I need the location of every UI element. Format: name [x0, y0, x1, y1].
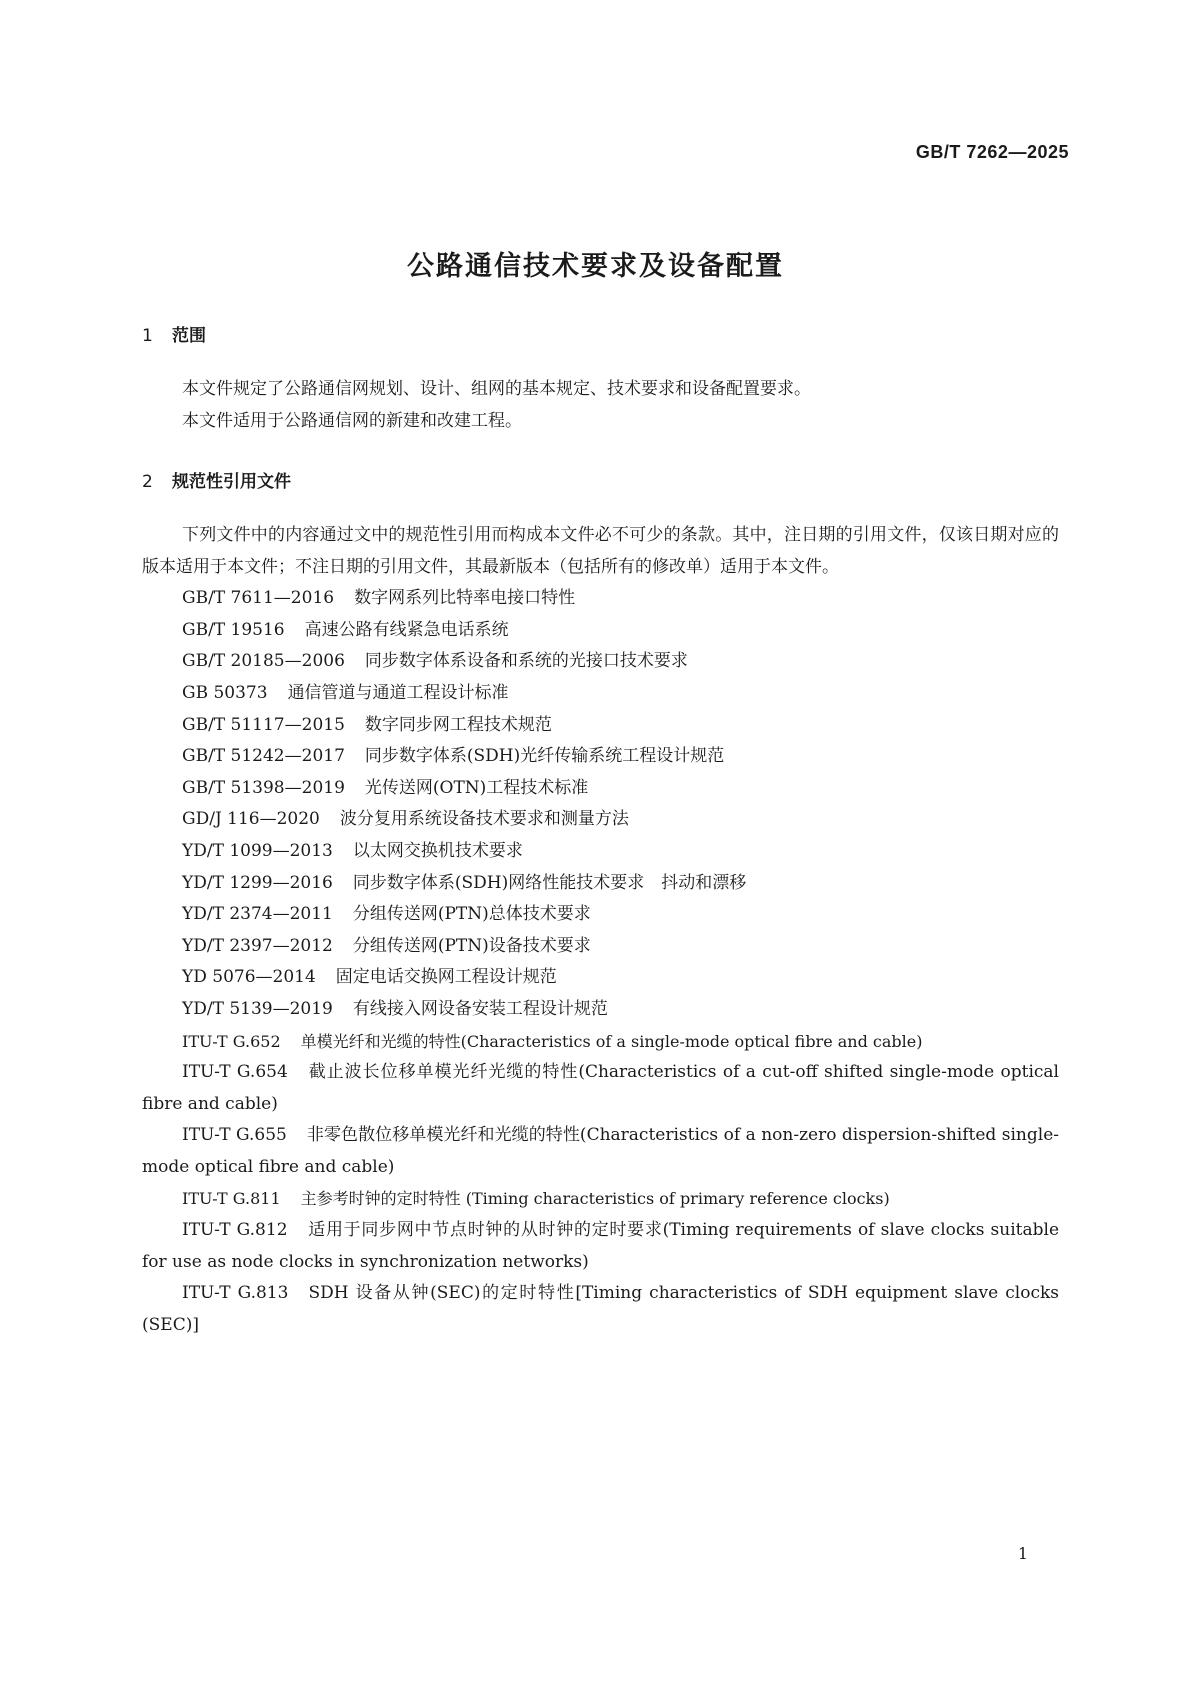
reference-code: YD/T 1299—2016	[182, 872, 333, 893]
reference-title: 非零色散位移单模光纤和光缆的特性(Characteristics of a non-zero dispersion-shifted single-mode optical fibre and cable)	[142, 1125, 1059, 1177]
reference-item	[142, 994, 1059, 1026]
reference-title: 分组传送网(PTN)总体技术要求	[352, 904, 591, 925]
reference-title: 以太网交换机技术要求	[352, 840, 523, 861]
reference-title: 数字同步网工程技术规范	[364, 714, 552, 735]
reference-code: GB/T 20185—2006	[182, 651, 345, 672]
reference-code: YD/T 5139—2019	[182, 998, 333, 1019]
reference-code: GB 50373	[182, 682, 268, 703]
reference-item	[142, 962, 1059, 994]
reference-code: ITU-T G.652	[182, 1031, 281, 1051]
reference-code: ITU-T G.654	[182, 1062, 288, 1083]
reference-code: GB/T 51117—2015	[182, 714, 345, 735]
reference-item	[142, 615, 1059, 647]
reference-item	[142, 804, 1059, 836]
reference-item	[142, 678, 1059, 710]
reference-item	[142, 868, 1059, 900]
reference-code: GB/T 19516	[182, 619, 285, 640]
reference-code: GB/T 51398—2019	[182, 777, 345, 798]
reference-code: YD/T 1099—2013	[182, 840, 333, 861]
section-2-number: 2	[142, 472, 153, 492]
reference-title: 主参考时钟的定时特性 (Timing characteristics of primary reference clocks)	[300, 1189, 890, 1209]
reference-code: YD/T 2397—2012	[182, 935, 333, 956]
reference-item	[142, 1026, 1059, 1058]
reference-item	[142, 836, 1059, 868]
reference-item	[142, 646, 1059, 678]
page-number: 1	[1017, 1544, 1028, 1563]
section-1-body	[142, 374, 1059, 437]
section-1-heading	[142, 321, 206, 346]
section-2-intro: 下列文件中的内容通过文中的规范性引用而构成本文件必不可少的条款。其中，注日期的引用文件，仅该日期对应的版本适用于本文件；不注日期的引用文件，其最新版本（包括所有的修改单）适用于本文件。	[142, 525, 1059, 577]
reference-title: 数字网系列比特率电接口特性	[354, 588, 576, 609]
document-title: 公路通信技术要求及设备配置	[407, 251, 784, 282]
reference-title: 波分复用系统设备技术要求和测量方法	[339, 809, 629, 830]
reference-title: 单模光纤和光缆的特性(Characteristics of a single-mode optical fibre and cable)	[300, 1031, 923, 1051]
section-2-heading	[142, 467, 291, 492]
reference-item	[142, 710, 1059, 742]
reference-item	[142, 741, 1059, 773]
reference-item	[142, 1183, 1059, 1215]
reference-code: GD/J 116—2020	[182, 809, 320, 830]
reference-item	[142, 773, 1059, 805]
section-1-paragraph: 本文件规定了公路通信网规划、设计、组网的基本规定、技术要求和设备配置要求。	[182, 379, 811, 399]
reference-title: 分组传送网(PTN)设备技术要求	[352, 935, 591, 956]
reference-item	[142, 931, 1059, 963]
section-1-number: 1	[142, 326, 153, 346]
section-1-title: 范围	[172, 326, 206, 346]
reference-item	[142, 1278, 1059, 1341]
reference-code: YD 5076—2014	[182, 967, 316, 988]
reference-title: 同步数字体系(SDH)光纤传输系统工程设计规范	[364, 746, 725, 767]
reference-title: 同步数字体系(SDH)网络性能技术要求 抖动和漂移	[352, 872, 747, 893]
reference-title: 截止波长位移单模光纤光缆的特性(Characteristics of a cut-off shifted single-mode optical fibre and cable)	[142, 1062, 1059, 1114]
reference-item	[142, 1120, 1059, 1183]
reference-item	[142, 1215, 1059, 1278]
reference-item	[142, 583, 1059, 615]
reference-title: SDH 设备从钟(SEC)的定时特性[Timing characteristics of SDH equipment slave clocks (SEC)]	[142, 1283, 1059, 1335]
reference-code: YD/T 2374—2011	[182, 904, 333, 925]
reference-title: 高速公路有线紧急电话系统	[304, 619, 509, 640]
reference-code: GB/T 7611—2016	[182, 588, 335, 609]
reference-code: ITU-T G.811	[182, 1189, 281, 1209]
reference-title: 光传送网(OTN)工程技术标准	[364, 777, 589, 798]
reference-title: 有线接入网设备安装工程设计规范	[352, 998, 608, 1019]
reference-code: GB/T 51242—2017	[182, 746, 345, 767]
reference-item	[142, 1057, 1059, 1120]
reference-title: 通信管道与通道工程设计标准	[287, 682, 509, 703]
reference-code: ITU-T G.655	[182, 1125, 287, 1146]
section-2-body	[142, 520, 1059, 1341]
reference-title: 固定电话交换网工程设计规范	[335, 967, 557, 988]
reference-title: 适用于同步网中节点时钟的从时钟的定时要求(Timing requirements of slave clocks suitable for use as node clocks in synchronization networks)	[142, 1220, 1059, 1272]
document-code: GB/T 7262—2025	[915, 142, 1069, 162]
section-2-title: 规范性引用文件	[172, 472, 291, 492]
reference-item	[142, 899, 1059, 931]
section-1-paragraph: 本文件适用于公路通信网的新建和改建工程。	[182, 410, 522, 431]
reference-title: 同步数字体系设备和系统的光接口技术要求	[364, 651, 688, 672]
reference-code: ITU-T G.813	[182, 1283, 289, 1304]
reference-code: ITU-T G.812	[182, 1220, 288, 1241]
